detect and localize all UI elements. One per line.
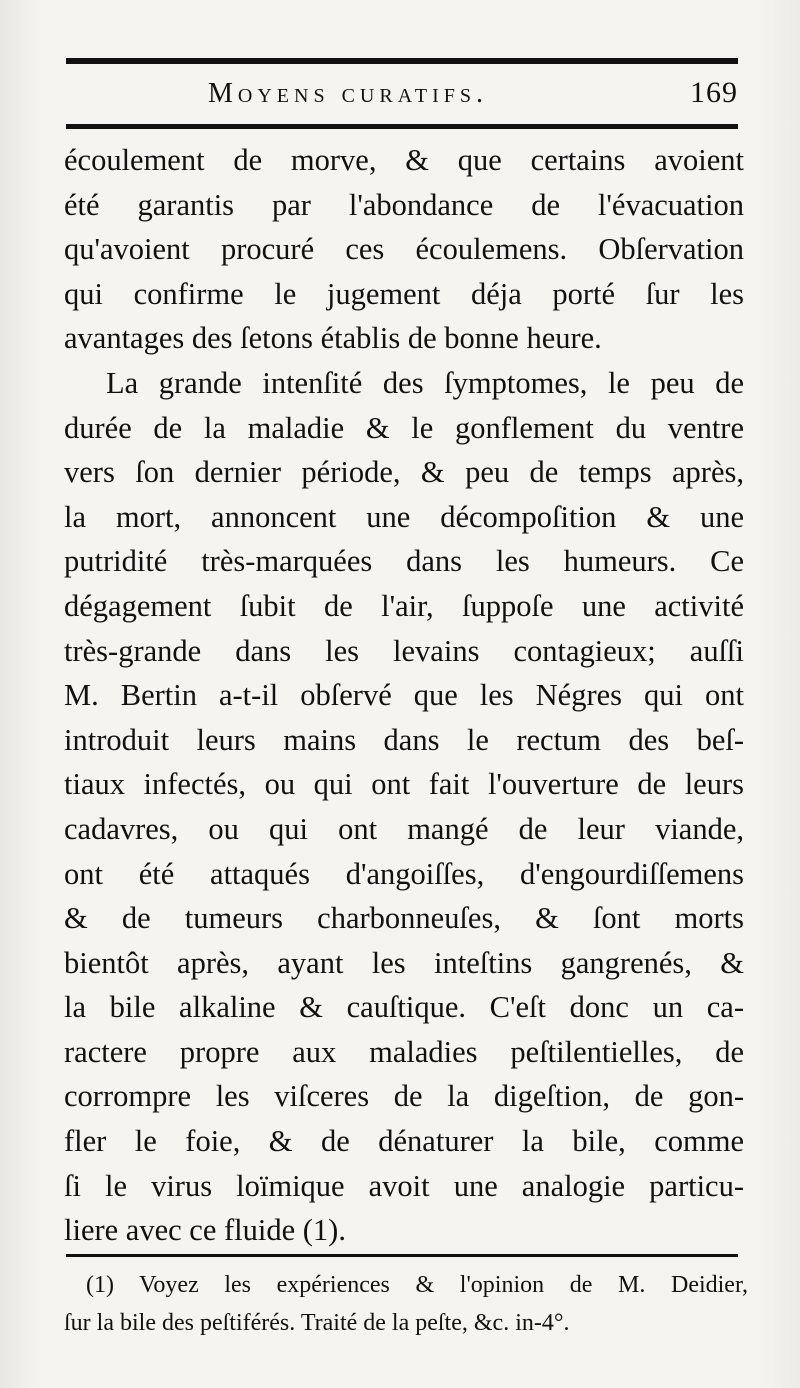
- text-line: corrompre les viſceres de la digeſtion, de gon-: [64, 1079, 744, 1114]
- text-line: dégagement ſubit de l'air, ſuppoſe une activité: [64, 588, 744, 623]
- text-line: M. Bertin a-t-il obſervé que les Négres qui ont: [64, 678, 744, 713]
- text-line: été garantis par l'abondance de l'évacuation: [64, 187, 744, 222]
- footnote-line: ſur la bile des peſtiférés. Traité de la peſte, &c. in-4°.: [64, 1310, 570, 1336]
- page-number: 169: [690, 76, 738, 109]
- text-line: la mort, annoncent une décompoſition & une: [64, 499, 744, 534]
- text-line: ont été attaqués d'angoiſſes, d'engourdiſſemens: [64, 856, 744, 891]
- text-line: putridité très-marquées dans les humeurs. Ce: [64, 544, 744, 579]
- text-line: fler le foie, & de dénaturer la bile, comme: [64, 1124, 744, 1159]
- footnote-line: (1) Voyez les expériences & l'opinion de M. Deidier,: [86, 1272, 748, 1298]
- text-line: vers ſon dernier période, & peu de temps après,: [64, 455, 744, 490]
- text-line: très-grande dans les levains contagieux; auſſi: [64, 633, 744, 668]
- text-line: qui confirme le jugement déja porté ſur les: [64, 276, 744, 311]
- text-line: tiaux infectés, ou qui ont fait l'ouverture de leurs: [64, 767, 744, 802]
- body-text: [64, 138, 744, 1253]
- text-line: la bile alkaline & cauſtique. C'eſt donc un ca-: [64, 990, 744, 1025]
- footnote-rule: [66, 1254, 738, 1257]
- text-line: introduit leurs mains dans le rectum des beſ-: [64, 722, 744, 757]
- text-line: liere avec ce fluide (1).: [64, 1213, 346, 1248]
- paragraph-start-line: La grande intenſité des ſymptomes, le peu de: [106, 365, 744, 400]
- header-top-rule: [66, 58, 738, 64]
- text-line: ſi le virus loïmique avoit une analogie particu-: [64, 1168, 744, 1203]
- running-title: Moyens curatifs.: [208, 78, 489, 109]
- text-line: bientôt après, ayant les inteſtins gangrenés, &: [64, 945, 744, 980]
- text-line: ractere propre aux maladies peſtilentielles, de: [64, 1034, 744, 1069]
- text-line: écoulement de morve, & que certains avoient: [64, 143, 744, 177]
- text-line: & de tumeurs charbonneuſes, & ſont morts: [64, 901, 744, 936]
- running-head: [66, 72, 738, 118]
- text-line: cadavres, ou qui ont mangé de leur viande,: [64, 811, 744, 846]
- text-line: avantages des ſetons établis de bonne heure.: [64, 321, 602, 356]
- header-bottom-rule: [66, 124, 738, 129]
- text-line: qu'avoient procuré ces écoulemens. Obſervation: [64, 232, 744, 267]
- footnote: [64, 1266, 748, 1342]
- text-line: durée de la maladie & le gonflement du ventre: [64, 410, 744, 445]
